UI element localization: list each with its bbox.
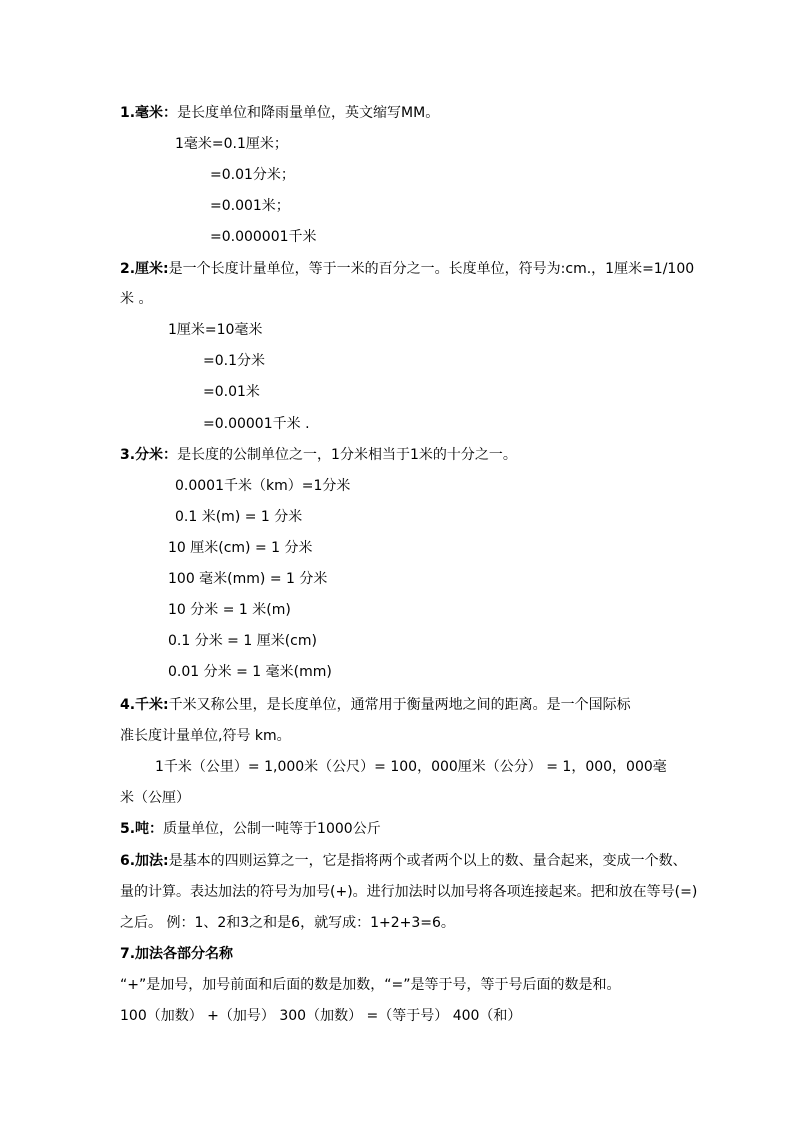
section-7-heading: 7.加法各部分名称 (120, 946, 234, 962)
section-7-description: “+”是加号，加号前面和后面的数是加数，“=”是等于号，等于号后面的数是和。 (120, 977, 621, 993)
section-3-description: 是长度的公制单位之一，1分米相当于1米的十分之一。 (177, 447, 517, 463)
section-3-heading: 3.分米： (120, 447, 178, 463)
section-5-heading: 5.吨： (120, 821, 164, 837)
section-6-description-cont: 之后。 例：1、2和3之和是6，就写成：1+2+3=6。 (120, 915, 455, 931)
section-2 (120, 260, 694, 278)
conversion-line: 10 厘米(cm) = 1 分米 (168, 540, 313, 556)
section-6-heading: 6.加法: (120, 853, 169, 869)
section-2-description-cont: 米 。 (120, 291, 153, 307)
conversion-line: 0.01 分米 = 1 毫米(mm) (168, 664, 332, 680)
conversion-line: 1千米（公里）= 1,000米（公尺）= 100，000厘米（公分） = 1，000，000毫 (155, 759, 667, 775)
conversion-line: 1厘米=10毫米 (168, 322, 263, 338)
section-4-description-cont: 准长度计量单位,符号 km。 (120, 728, 291, 744)
conversion-line: 1毫米=0.1厘米； (175, 136, 288, 152)
section-6-description: 是基本的四则运算之一，它是指将两个或者两个以上的数、量合起来，变成一个数、 (168, 853, 687, 869)
conversion-line: =0.1分米 (203, 353, 265, 369)
conversion-line: 0.1 分米 = 1 厘米(cm) (168, 633, 317, 649)
section-6 (120, 852, 687, 870)
section-4-description: 千米又称公里，是长度单位，通常用于衡量两地之间的距离。是一个国际标 (168, 697, 631, 713)
conversion-line: =0.001米； (210, 198, 290, 214)
section-6-description-cont: 量的计算。表达加法的符号为加号(+)。进行加法时以加号将各项连接起来。把和放在等号(=) (120, 884, 698, 900)
conversion-line: =0.01分米； (210, 167, 295, 183)
section-1-description: 是长度单位和降雨量单位，英文缩写MM。 (177, 105, 440, 121)
conversion-line: 0.1 米(m) = 1 分米 (175, 509, 303, 525)
section-2-description: 是一个长度计量单位，等于一米的百分之一。长度单位，符号为:cm.，1厘米=1/100 (168, 261, 695, 277)
conversion-line: 10 分米 = 1 米(m) (168, 602, 291, 618)
conversion-line: 0.0001千米（km）=1分米 (175, 478, 351, 494)
section-5-description: 质量单位，公制一吨等于1000公斤 (163, 821, 381, 837)
conversion-line: =0.01米 (203, 384, 260, 400)
conversion-line-cont: 米（公厘） (120, 790, 190, 806)
section-4-heading: 4.千米: (120, 697, 169, 713)
conversion-line: 100 毫米(mm) = 1 分米 (168, 571, 328, 587)
section-5 (120, 820, 381, 838)
conversion-line: =0.00001千米 . (203, 416, 310, 432)
section-4 (120, 696, 631, 714)
section-1-heading: 1.毫米： (120, 105, 178, 121)
section-3 (120, 446, 517, 464)
section-1 (120, 104, 439, 122)
section-7-example: 100（加数） +（加号） 300（加数） =（等于号） 400（和） (120, 1008, 522, 1024)
section-2-heading: 2.厘米: (120, 261, 169, 277)
conversion-line: =0.000001千米 (210, 229, 317, 245)
